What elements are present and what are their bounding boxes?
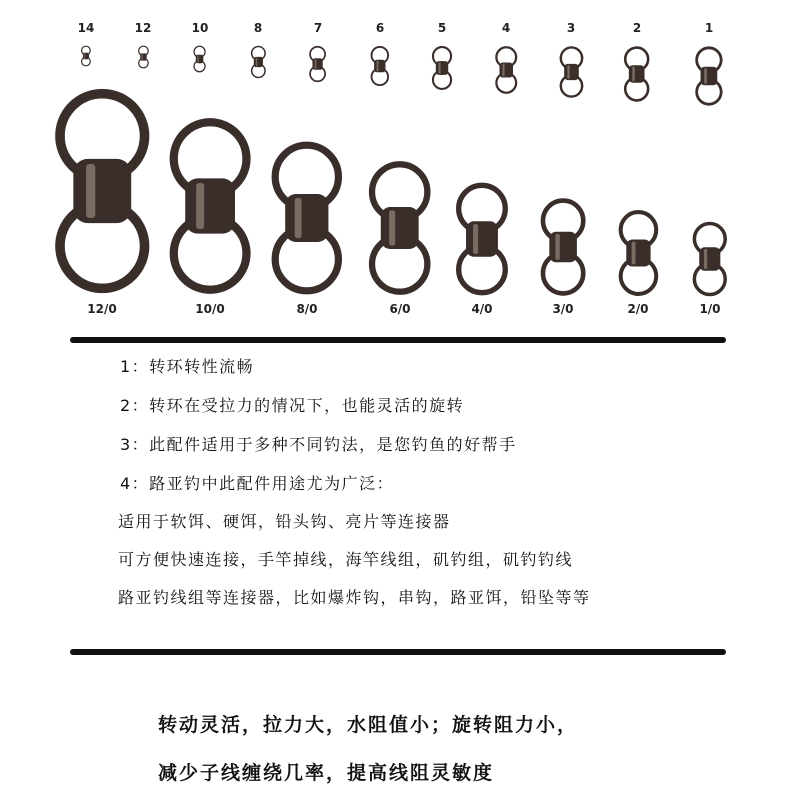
rolling-swivel-icon — [191, 45, 208, 73]
rolling-swivel-icon — [367, 45, 393, 87]
rolling-swivel-icon — [428, 45, 456, 91]
description-line-2: 2：转环在受拉力的情况下，也能灵活的旋转 — [120, 396, 465, 415]
rolling-swivel-icon — [258, 138, 356, 298]
size-label-large: 4/0 — [471, 302, 493, 316]
bottom-divider — [70, 649, 726, 655]
size-label-small: 1 — [704, 21, 714, 35]
description-line-4: 4：路亚钓中此配件用途尤为广泛： — [120, 474, 395, 493]
top-divider — [70, 337, 726, 343]
size-label-small: 4 — [501, 21, 511, 35]
size-label-large: 1/0 — [699, 302, 721, 316]
description-line-1: 1：转环转性流畅 — [120, 357, 255, 376]
size-label-small: 5 — [437, 21, 447, 35]
rolling-swivel-icon — [611, 208, 666, 298]
rolling-swivel-icon — [248, 45, 269, 79]
description-line-5: 适用于软饵、硬饵，铅头钩、亮片等连接器 — [118, 512, 451, 531]
size-label-small: 7 — [313, 21, 323, 35]
description-line-7: 路亚钓线组等连接器，比如爆炸钩，串钩，路亚饵，铅坠等等 — [118, 588, 591, 607]
size-label-large: 2/0 — [627, 302, 649, 316]
size-label-small: 14 — [77, 21, 95, 35]
rolling-swivel-icon — [690, 45, 728, 107]
description-line-3: 3：此配件适用于多种不同钓法，是您钓鱼的好帮手 — [120, 435, 517, 454]
footer-line-1: 转动灵活，拉力大，水阻值小；旋转阻力小， — [158, 714, 579, 736]
size-label-small: 12 — [134, 21, 152, 35]
rolling-swivel-icon — [619, 45, 654, 103]
size-label-large: 8/0 — [296, 302, 318, 316]
size-label-small: 3 — [566, 21, 576, 35]
rolling-swivel-icon — [79, 45, 93, 67]
rolling-swivel-icon — [37, 84, 168, 298]
rolling-swivel-icon — [446, 180, 518, 298]
rolling-swivel-icon — [357, 158, 442, 298]
rolling-swivel-icon — [491, 45, 522, 95]
size-label-large: 6/0 — [389, 302, 411, 316]
size-label-small: 2 — [632, 21, 642, 35]
rolling-swivel-icon — [154, 114, 266, 298]
size-label-large: 12/0 — [87, 302, 117, 316]
size-label-small: 6 — [375, 21, 385, 35]
rolling-swivel-icon — [686, 220, 734, 298]
size-label-small: 8 — [253, 21, 263, 35]
size-label-large: 3/0 — [552, 302, 574, 316]
size-label-small: 10 — [191, 21, 209, 35]
rolling-swivel-icon — [532, 196, 594, 298]
rolling-swivel-icon — [306, 45, 329, 83]
rolling-swivel-icon — [136, 45, 151, 69]
rolling-swivel-icon — [555, 45, 588, 99]
description-line-6: 可方便快速连接，手竿掉线，海竿线组，矶钓组，矶钓钓线 — [118, 550, 574, 569]
footer-line-2: 减少子线缠绕几率，提高线阻灵敏度 — [158, 762, 495, 784]
size-label-large: 10/0 — [195, 302, 225, 316]
